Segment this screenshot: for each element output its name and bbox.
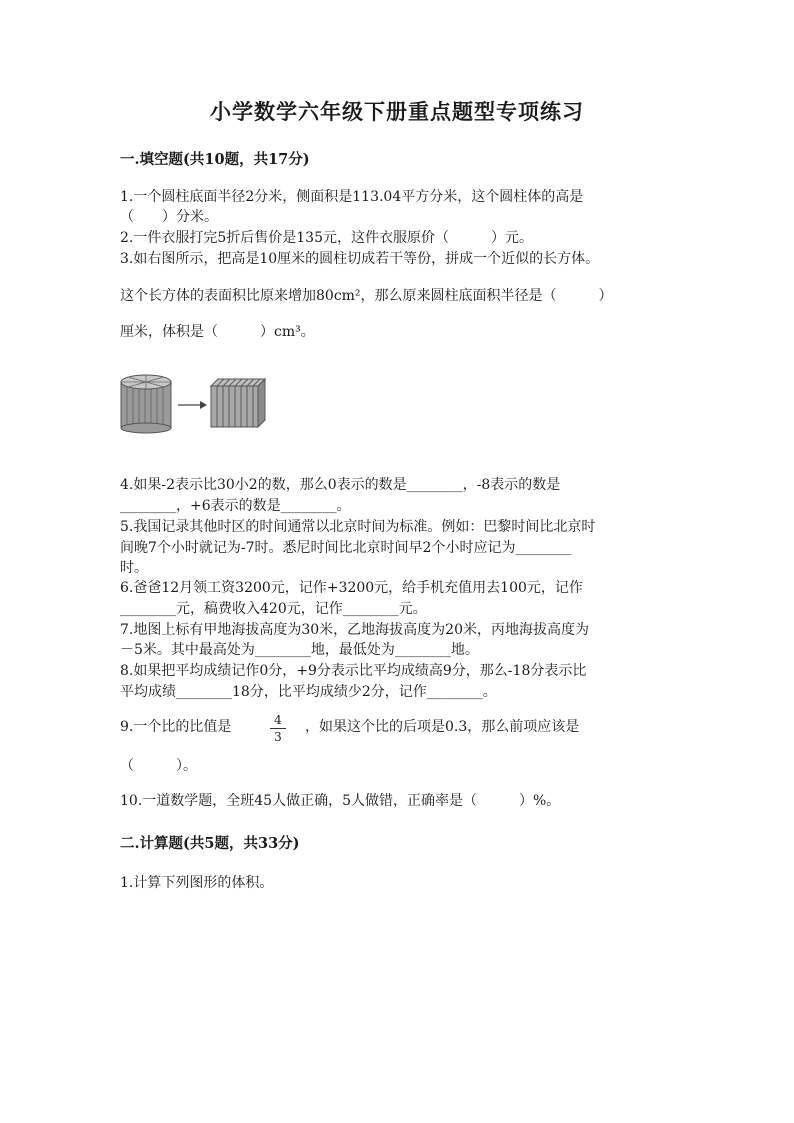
question-5-line-1: 5.我国记录其他时区的时间通常以北京时间为标准。例如：巴黎时间比北京时 — [120, 519, 596, 535]
question-3-line-1: 3.如右图所示，把高是10厘米的圆柱切成若干等份，拼成一个近似的长方体。 — [120, 251, 600, 267]
fraction-four-thirds — [270, 713, 286, 744]
fraction-denominator: 3 — [274, 730, 282, 744]
question-9-prefix: 9.一个比的比值是 — [120, 719, 232, 735]
question-1-line-1: 1.一个圆柱底面半径2分米，侧面积是113.04平方分米，这个圆柱体的高是 — [120, 189, 584, 205]
question-6-line-1: 6.爸爸12月领工资3200元，记作+3200元，给手机充值用去100元，记作 — [120, 580, 583, 596]
cylinder-shape — [121, 375, 171, 433]
fraction-numerator: 4 — [274, 713, 282, 727]
question-5-line-2: 间晚7个小时就记为-7时。悉尼时间比北京时间早2个小时应记为________ — [120, 540, 572, 556]
question-2: 2.一件衣服打完5折后售价是135元，这件衣服原价（ ）元。 — [120, 230, 533, 246]
cylinder-to-cuboid-figure — [118, 372, 278, 434]
question-5-line-3: 时。 — [120, 560, 148, 576]
question-1-line-2: （ ）分米。 — [120, 209, 218, 225]
question-8-line-1: 8.如果把平均成绩记作0分，+9分表示比平均成绩高9分，那么-18分表示比 — [120, 663, 587, 679]
question-4-line-2: ________，+6表示的数是________。 — [120, 498, 351, 514]
question-8-line-2: 平均成绩________18分，比平均成绩少2分，记作________。 — [120, 684, 497, 700]
question-3-line-2: 这个长方体的表面积比原来增加80cm²，那么原来圆柱底面积半径是（ ） — [120, 288, 613, 304]
section-heading-calculation: 二.计算题(共5题，共33分) — [120, 835, 300, 852]
arrow-right-icon — [178, 401, 207, 409]
calc-question-1: 1.计算下列图形的体积。 — [120, 875, 274, 891]
question-7-line-2: －5米。其中最高处为________地，最低处为________地。 — [120, 642, 479, 658]
question-9-suffix: ，如果这个比的后项是0.3，那么前项应该是 — [305, 719, 580, 735]
question-4-line-1: 4.如果-2表示比30小2的数，那么0表示的数是________，-8表示的数是 — [120, 477, 561, 493]
cuboid-shape — [211, 379, 265, 427]
question-6-line-2: ________元，稿费收入420元，记作________元。 — [120, 601, 427, 617]
page-title: 小学数学六年级下册重点题型专项练习 — [210, 99, 584, 124]
section-heading-fill-in: 一.填空题(共10题，共17分) — [120, 151, 310, 168]
question-3-line-3: 厘米，体积是（ ）cm³。 — [120, 324, 315, 340]
question-7-line-1: 7.地图上标有甲地海拔高度为30米，乙地海拔高度为20米，丙地海拔高度为 — [120, 622, 589, 638]
question-9-line-2: （ ）。 — [120, 758, 197, 774]
question-10: 10.一道数学题，全班45人做正确，5人做错，正确率是（ ）%。 — [120, 793, 561, 809]
fraction-bar — [270, 728, 286, 729]
